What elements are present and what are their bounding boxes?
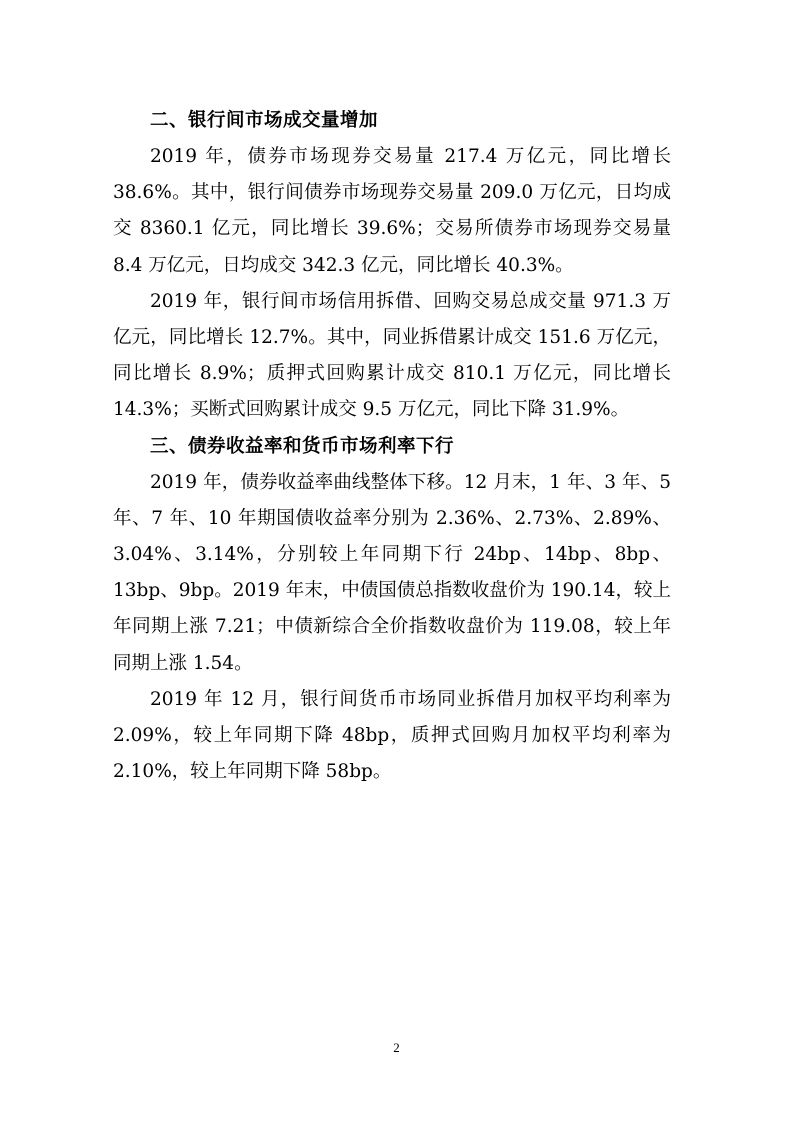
- paragraph: 2019 年 12 月，银行间货币市场同业拆借月加权平均利率为 2.09%，较上年同期下降 48bp，质押式回购月加权平均利率为 2.10%，较上年同期下降 58bp。: [113, 688, 671, 783]
- document-page: [113, 103, 671, 790]
- paragraph: 2019 年，银行间市场信用拆借、回购交易总成交量 971.3 万亿元，同比增长 12.7%。其中，同业拆借累计成交 151.6 万亿元，同比增长 8.9%；质押式回购累计成交 810.1 万亿元，同比增长 14.3%；买断式回购累计成交 9.5 万亿元，同比下降 31.9%。: [113, 290, 671, 421]
- section-heading: 三、债券收益率和货币市场利率下行: [150, 435, 455, 457]
- section-heading: 二、银行间市场成交量增加: [150, 110, 379, 131]
- paragraph: 2019 年，债券收益率曲线整体下移。12 月末，1 年、3 年、5 年、7 年、10 年期国债收益率分别为 2.36%、2.73%、2.89%、3.04%、3.14%，分别较上年同期下行 24bp、14bp、8bp、13bp、9bp。2019 年末，中债国债总指数收盘价为 190.14，较上年同期上涨 7.21；中债新综合全价指数收盘价为 119.08，较上年同期上涨 1.54。: [113, 471, 671, 674]
- paragraph: 2019 年，债券市场现券交易量 217.4 万亿元，同比增长 38.6%。其中，银行间债券市场现券交易量 209.0 万亿元，日均成交 8360.1 亿元，同比增长 39.6%；交易所债券市场现券交易量 8.4 万亿元，日均成交 342.3 亿元，同比增长 40.3%。: [113, 146, 671, 276]
- page-number: 2: [393, 1040, 400, 1055]
